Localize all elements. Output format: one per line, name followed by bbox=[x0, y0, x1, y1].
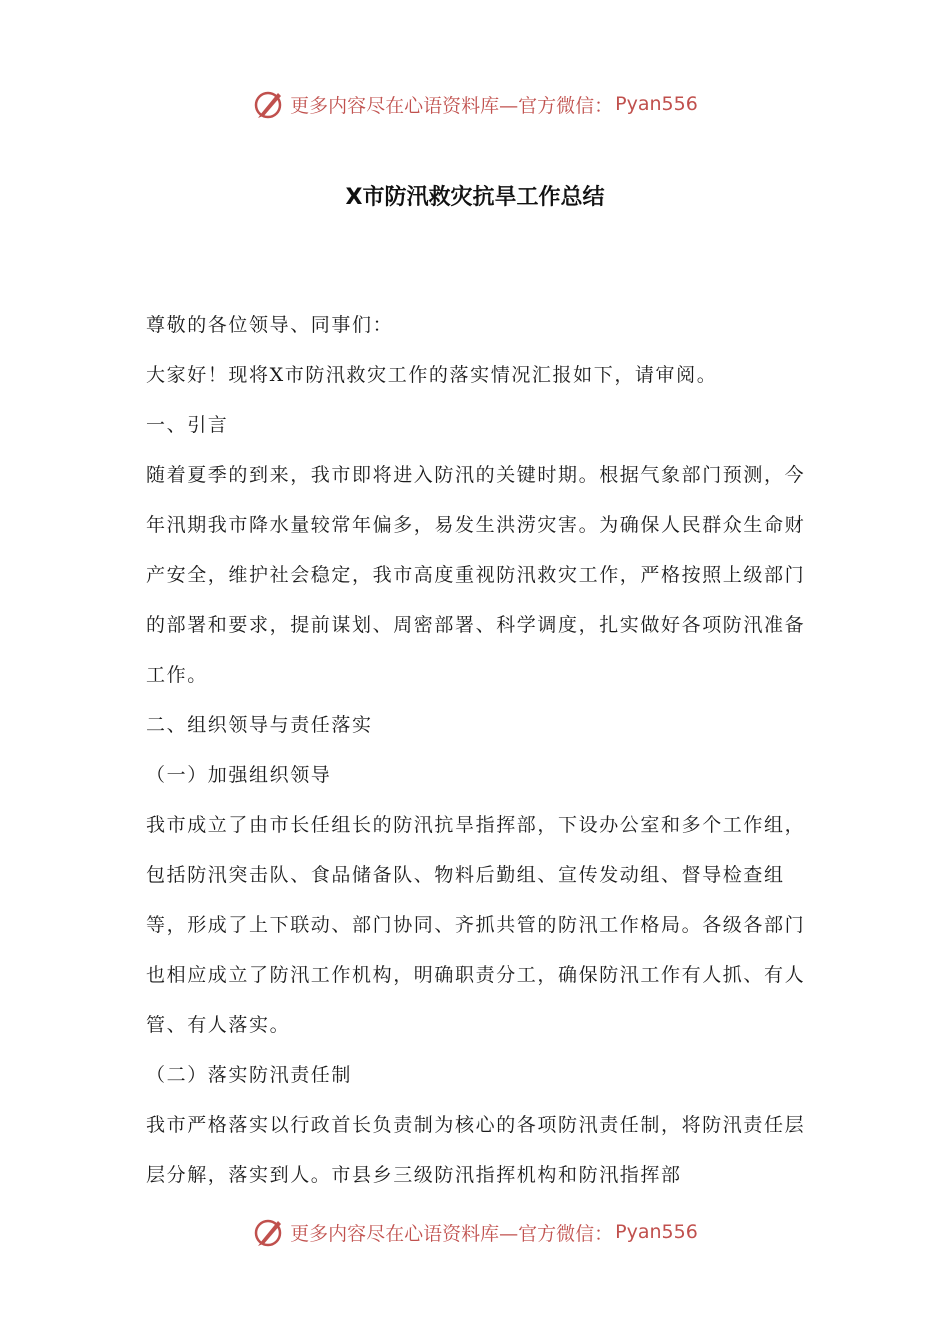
watermark-contact: Pyan556 bbox=[615, 1221, 698, 1243]
intro-paragraph: 随着夏季的到来，我市即将进入防汛的关键时期。根据气象部门预测，今年汛期我市降水量较常年偏多，易发生洪涝灾害。为确保人民群众生命财产安全，维护社会稳定，我市高度重视防汛救灾工作，严格按照上级部门的部署和要求，提前谋划、周密部署、科学调度，扎实做好各项防汛准备工作。 bbox=[146, 464, 806, 686]
subsection-heading-responsibility: （二）落实防汛责任制 bbox=[146, 1064, 353, 1086]
watermark-brand-text: 更多内容尽在心语资料库—官方微信： bbox=[290, 1222, 614, 1245]
section-heading-intro: 一、引言 bbox=[146, 414, 229, 436]
document-body bbox=[146, 300, 810, 1200]
watermark-banner-top bbox=[0, 84, 950, 124]
pen-logo-icon bbox=[252, 1215, 286, 1249]
leadership-paragraph: 我市成立了由市长任组长的防汛抗旱指挥部，下设办公室和多个工作组，包括防汛突击队、食品储备队、物料后勤组、宣传发动组、督导检查组等，形成了上下联动、部门协同、齐抓共管的防汛工作格局。各级各部门也相应成立了防汛工作机构，明确职责分工，确保防汛工作有人抓、有人管、有人落实。 bbox=[146, 814, 806, 1036]
watermark-brand-text: 更多内容尽在心语资料库—官方微信： bbox=[290, 94, 614, 117]
watermark-banner-bottom bbox=[0, 1212, 950, 1252]
pen-logo-icon bbox=[252, 87, 286, 121]
subsection-heading-leadership: （一）加强组织领导 bbox=[146, 764, 332, 786]
watermark-contact: Pyan556 bbox=[615, 93, 698, 115]
responsibility-paragraph: 我市严格落实以行政首长负责制为核心的各项防汛责任制，将防汛责任层层分解，落实到人。市县乡三级防汛指挥机构和防汛指挥部 bbox=[146, 1114, 806, 1186]
section-heading-organization: 二、组织领导与责任落实 bbox=[146, 714, 373, 736]
salutation: 尊敬的各位领导、同事们： bbox=[146, 314, 394, 336]
greeting-paragraph: 大家好！现将X市防汛救灾工作的落实情况汇报如下，请审阅。 bbox=[146, 364, 718, 386]
document-title: X市防汛救灾抗旱工作总结 bbox=[345, 185, 605, 210]
